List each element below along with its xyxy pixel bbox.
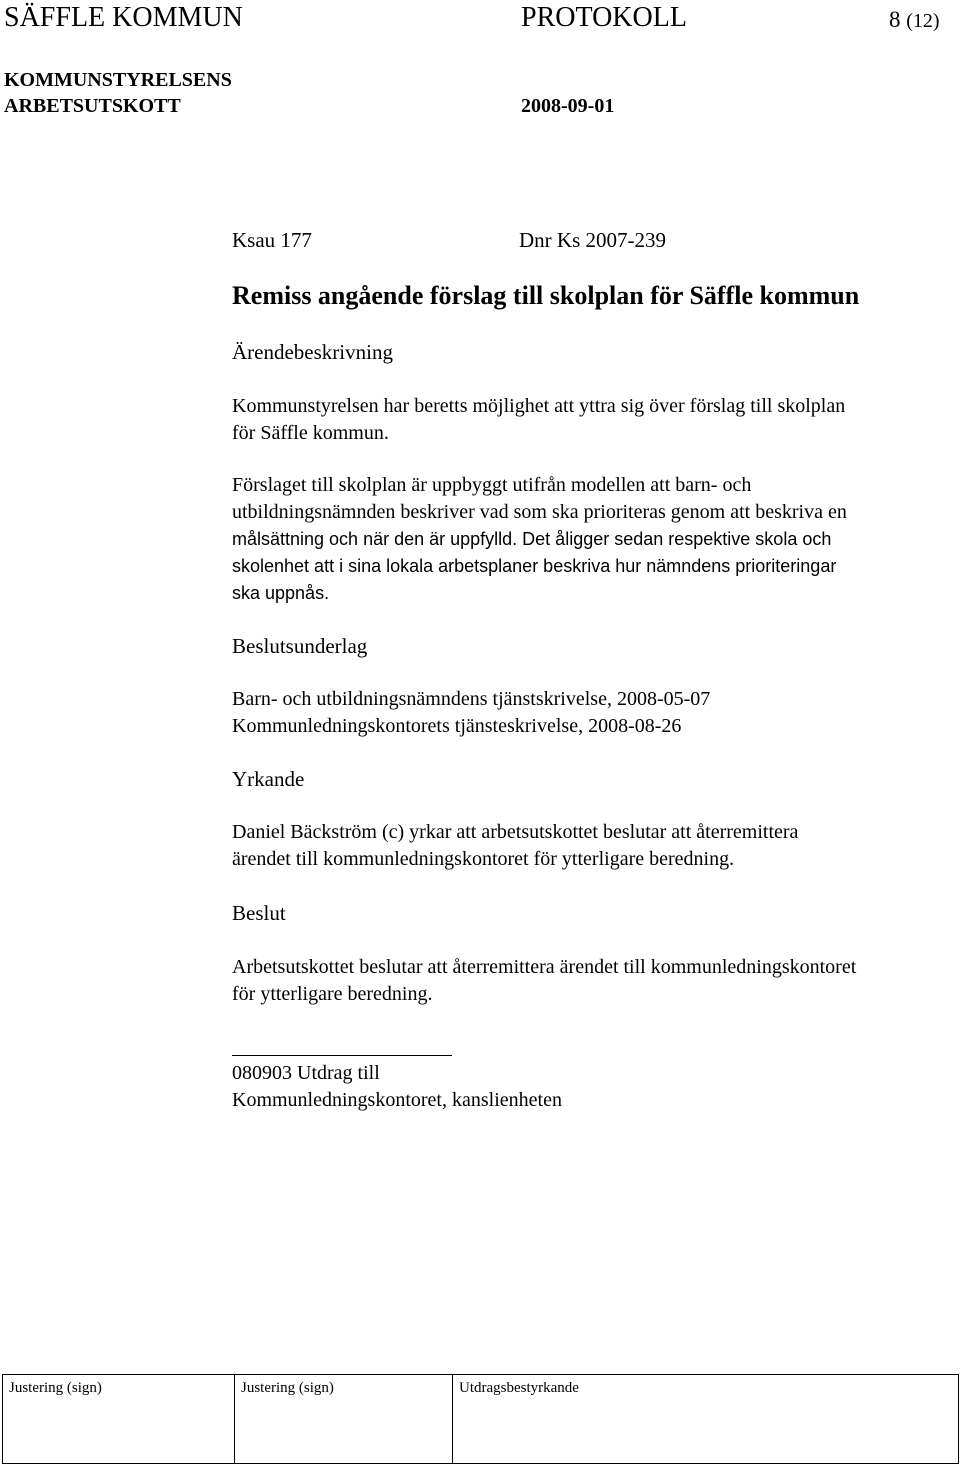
text-line: Kommunstyrelsen har beretts möjlighet att yttra sig över förslag till skolplan bbox=[232, 395, 846, 417]
separator-line bbox=[232, 1055, 452, 1056]
heading-arendebeskrivning: Ärendebeskrivning bbox=[232, 340, 393, 364]
signature-table bbox=[2, 1374, 959, 1464]
utdrag-distribution bbox=[232, 1060, 958, 1114]
page-total: (12) bbox=[906, 10, 940, 32]
body-name-line2: ARBETSUTSKOTT bbox=[4, 95, 181, 117]
arendebeskrivning-paragraph-2 bbox=[232, 472, 958, 607]
text-line: Daniel Bäckström (c) yrkar att arbetsutskottet beslutar att återremittera bbox=[232, 821, 799, 843]
text-line: Arbetsutskottet beslutar att återremittera ärendet till kommunledningskontoret bbox=[232, 956, 857, 978]
text-line: skolenhet att i sina lokala arbetsplaner beskriva hur nämndens prioriteringar bbox=[232, 556, 837, 576]
text-line: Kommunledningskontoret, kanslienheten bbox=[232, 1089, 562, 1111]
body-name-line1: KOMMUNSTYRELSENS bbox=[4, 69, 232, 91]
signature-cell-utdragsbestyrkande: Utdragsbestyrkande bbox=[453, 1375, 959, 1464]
document-type: PROTOKOLL bbox=[521, 2, 687, 33]
case-title: Remiss angående förslag till skolplan för Säffle kommun bbox=[232, 281, 860, 310]
heading-beslutsunderlag: Beslutsunderlag bbox=[232, 634, 368, 658]
heading-beslut: Beslut bbox=[232, 901, 286, 925]
text-line: ska uppnås. bbox=[232, 583, 330, 603]
page-number: 8 bbox=[889, 7, 901, 32]
text-line: 080903 Utdrag till bbox=[232, 1062, 380, 1084]
text-line: för Säffle kommun. bbox=[232, 422, 389, 444]
case-diary-number: Dnr Ks 2007-239 bbox=[519, 228, 666, 252]
text-line: för ytterligare beredning. bbox=[232, 983, 433, 1005]
text-line: utbildningsnämnden beskriver vad som ska prioriteras genom att beskriva en bbox=[232, 501, 847, 523]
text-segment: Det åligger sedan respektive skola och bbox=[517, 529, 832, 549]
signature-cell-justering-1: Justering (sign) bbox=[3, 1375, 235, 1464]
text-segment: målsättning och när den är uppfylld. bbox=[232, 529, 518, 549]
heading-yrkande: Yrkande bbox=[232, 767, 305, 791]
text-line: Barn- och utbildningsnämndens tjänstskrivelse, 2008-05-07 bbox=[232, 688, 711, 710]
beslut-paragraph bbox=[232, 954, 958, 1008]
org-name: SÄFFLE KOMMUN bbox=[4, 2, 243, 33]
page-indicator bbox=[889, 6, 940, 35]
text-line: Kommunledningskontorets tjänsteskrivelse, 2008-08-26 bbox=[232, 715, 682, 737]
signature-cell-justering-2: Justering (sign) bbox=[235, 1375, 453, 1464]
text-line: Förslaget till skolplan är uppbyggt utifrån modellen att barn- och bbox=[232, 474, 752, 496]
arendebeskrivning-paragraph-1 bbox=[232, 393, 958, 447]
text-line: ärendet till kommunledningskontoret för ytterligare beredning. bbox=[232, 848, 735, 870]
text-line-mixed bbox=[232, 526, 958, 553]
case-paragraph-number: Ksau 177 bbox=[232, 228, 312, 252]
yrkande-paragraph bbox=[232, 819, 958, 873]
beslutsunderlag-list bbox=[232, 686, 958, 740]
meeting-date: 2008-09-01 bbox=[521, 95, 615, 117]
